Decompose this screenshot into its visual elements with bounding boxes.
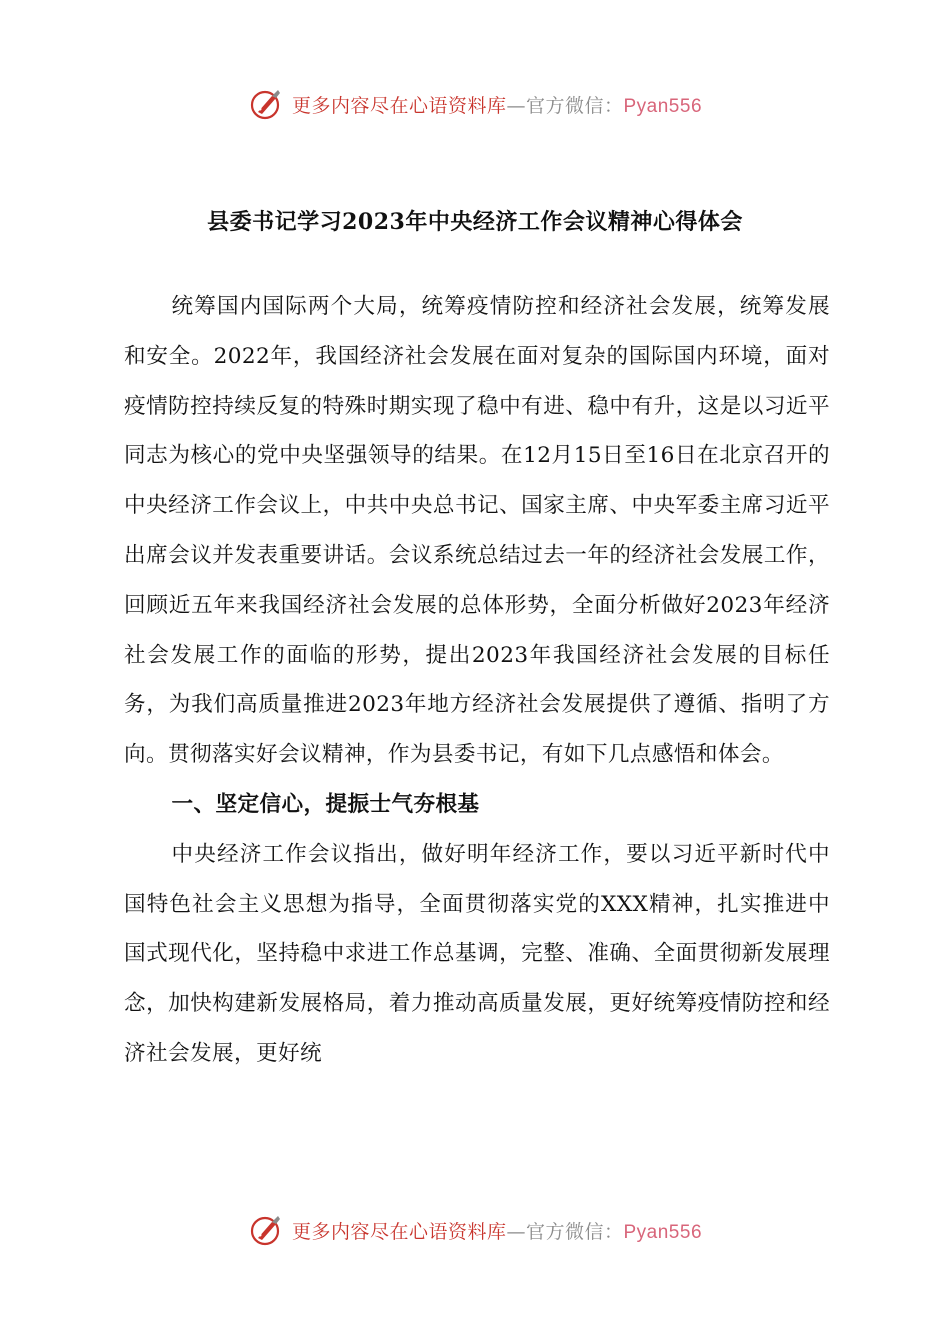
header-banner-dash: —: [506, 94, 526, 117]
footer-banner: [0, 1208, 950, 1252]
section-1-heading: 一、坚定信心，提振士气夯根基: [171, 791, 480, 817]
header-banner: [0, 82, 950, 126]
pen-nib-logo-icon: [248, 86, 284, 122]
footer-banner-red-text: 更多内容尽在心语资料库: [291, 1220, 507, 1243]
paragraph-2: 中央经济工作会议指出，做好明年经济工作，要以习近平新时代中国特色社会主义思想为指导，全面贯彻落实党的XXX精神，扎实推进中国式现代化，坚持稳中求进工作总基调，完整、准确、全面贯彻新发展理念，加快构建新发展格局，着力推动高质量发展，更好统筹疫情防控和经济社会发展，更好统: [124, 841, 830, 1066]
document-body: [124, 282, 830, 1079]
footer-banner-dash: —: [506, 1220, 526, 1243]
document-title: 县委书记学习2023年中央经济工作会议精神心得体会: [207, 209, 743, 235]
footer-banner-text: [292, 1217, 702, 1244]
header-banner-wechat-id: Pyan556: [623, 95, 703, 117]
pen-nib-logo-icon: [248, 1212, 284, 1248]
paragraph-1: 统筹国内国际两个大局，统筹疫情防控和经济社会发展，统筹发展和安全。2022年，我国经济社会发展在面对复杂的国际国内环境，面对疫情防控持续反复的特殊时期实现了稳中有进、稳中有升，这是以习近平同志为核心的党中央坚强领导的结果。在12月15日至16日在北京召开的中央经济工作会议上，中共中央总书记、国家主席、中央军委主席习近平出席会议并发表重要讲话。会议系统总结过去一年的经济社会发展工作，回顾近五年来我国经济社会发展的总体形势，全面分析做好2023年经济社会发展工作的面临的形势，提出2023年我国经济社会发展的目标任务，为我们高质量推进2023年地方经济社会发展提供了遵循、指明了方向。贯彻落实好会议精神，作为县委书记，有如下几点感悟和体会。: [124, 294, 830, 768]
header-banner-grey-text: 官方微信：: [525, 94, 624, 117]
footer-banner-wechat-id: Pyan556: [623, 1221, 703, 1243]
header-banner-text: [292, 91, 702, 118]
header-banner-red-text: 更多内容尽在心语资料库: [291, 94, 507, 117]
footer-banner-grey-text: 官方微信：: [525, 1220, 624, 1243]
